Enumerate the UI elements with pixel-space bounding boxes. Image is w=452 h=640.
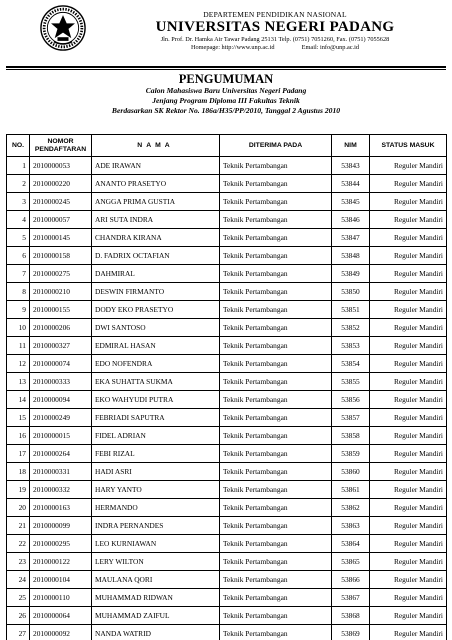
row-number: 10 (7, 319, 30, 337)
registration-number: 2010000333 (30, 373, 92, 391)
registration-number: 2010000249 (30, 409, 92, 427)
table-row (7, 571, 447, 589)
registration-number: 2010000158 (30, 247, 92, 265)
student-nim: 53862 (332, 499, 370, 517)
admission-status: Reguler Mandiri (370, 607, 447, 625)
row-number: 25 (7, 589, 30, 607)
registration-number: 2010000155 (30, 301, 92, 319)
student-nim: 53846 (332, 211, 370, 229)
row-number: 16 (7, 427, 30, 445)
student-name: INDRA PERNANDES (92, 517, 220, 535)
student-nim: 53869 (332, 625, 370, 640)
admission-status: Reguler Mandiri (370, 409, 447, 427)
student-nim: 53867 (332, 589, 370, 607)
row-number: 20 (7, 499, 30, 517)
table-row (7, 553, 447, 571)
row-number: 23 (7, 553, 30, 571)
admission-status: Reguler Mandiri (370, 589, 447, 607)
registration-number: 2010000295 (30, 535, 92, 553)
student-name: HADI ASRI (92, 463, 220, 481)
admission-status: Reguler Mandiri (370, 571, 447, 589)
row-number: 11 (7, 337, 30, 355)
letterhead (0, 0, 452, 72)
admission-status: Reguler Mandiri (370, 301, 447, 319)
address-line: Jln. Prof. Dr. Hamka Air Tawar Padang 25131 Telp. (0751) 7051260, Fax. (0751) 7055628 (160, 36, 390, 43)
registration-number: 2010000094 (30, 391, 92, 409)
admission-status: Reguler Mandiri (370, 499, 447, 517)
row-number: 14 (7, 391, 30, 409)
admission-status: Reguler Mandiri (370, 247, 447, 265)
header-rule-thick (6, 66, 446, 68)
student-nim: 53854 (332, 355, 370, 373)
admission-status: Reguler Mandiri (370, 445, 447, 463)
student-nim: 53866 (332, 571, 370, 589)
row-number: 2 (7, 175, 30, 193)
student-nim: 53857 (332, 409, 370, 427)
registration-number: 2010000327 (30, 337, 92, 355)
student-name: D. FADRIX OCTAFIAN (92, 247, 220, 265)
student-name: FEBI RIZAL (92, 445, 220, 463)
student-name: LEO KURNIAWAN (92, 535, 220, 553)
registration-number: 2010000210 (30, 283, 92, 301)
announcement-line-3: Berdasarkan SK Rektor No. 186a/H35/PP/2010, Tanggal 2 Agustus 2010 (111, 106, 341, 115)
student-nim: 53859 (332, 445, 370, 463)
table-row (7, 517, 447, 535)
department-name: DEPARTEMEN PENDIDIKAN NASIONAL (203, 10, 347, 19)
accepted-program: Teknik Pertambangan (220, 211, 332, 229)
student-nim: 53850 (332, 283, 370, 301)
student-nim: 53852 (332, 319, 370, 337)
accepted-program: Teknik Pertambangan (220, 229, 332, 247)
row-number: 12 (7, 355, 30, 373)
student-name: EDO NOFENDRA (92, 355, 220, 373)
accepted-program: Teknik Pertambangan (220, 463, 332, 481)
accepted-program: Teknik Pertambangan (220, 247, 332, 265)
student-nim: 53865 (332, 553, 370, 571)
student-name: MUHAMMAD ZAIFUL (92, 607, 220, 625)
row-number: 6 (7, 247, 30, 265)
student-nim: 53845 (332, 193, 370, 211)
student-name: ANGGA PRIMA GUSTIA (92, 193, 220, 211)
registration-number: 2010000064 (30, 607, 92, 625)
row-number: 21 (7, 517, 30, 535)
table-row (7, 391, 447, 409)
accepted-program: Teknik Pertambangan (220, 625, 332, 640)
admission-status: Reguler Mandiri (370, 517, 447, 535)
student-name: HERMANDO (92, 499, 220, 517)
student-name: DESWIN FIRMANTO (92, 283, 220, 301)
row-number: 1 (7, 157, 30, 175)
table-row (7, 427, 447, 445)
admission-status: Reguler Mandiri (370, 355, 447, 373)
header-no: NO. (7, 135, 30, 157)
table-row (7, 247, 447, 265)
student-nim: 53844 (332, 175, 370, 193)
admission-status: Reguler Mandiri (370, 337, 447, 355)
table-header-row (7, 135, 447, 157)
student-nim: 53860 (332, 463, 370, 481)
student-name: HARY YANTO (92, 481, 220, 499)
admission-status: Reguler Mandiri (370, 283, 447, 301)
table-row (7, 463, 447, 481)
student-nim: 53856 (332, 391, 370, 409)
registration-number: 2010000053 (30, 157, 92, 175)
registration-number: 2010000074 (30, 355, 92, 373)
registration-number: 2010000092 (30, 625, 92, 640)
admission-status: Reguler Mandiri (370, 211, 447, 229)
accepted-program: Teknik Pertambangan (220, 301, 332, 319)
accepted-program: Teknik Pertambangan (220, 499, 332, 517)
accepted-program: Teknik Pertambangan (220, 193, 332, 211)
registration-number: 2010000275 (30, 265, 92, 283)
header-nama: NAMA (92, 135, 220, 157)
admission-status: Reguler Mandiri (370, 553, 447, 571)
accepted-program: Teknik Pertambangan (220, 355, 332, 373)
registration-number: 2010000264 (30, 445, 92, 463)
header-diterima-pada: DITERIMA PADA (220, 135, 332, 157)
registration-number: 2010000220 (30, 175, 92, 193)
student-nim: 53851 (332, 301, 370, 319)
table-row (7, 499, 447, 517)
admission-status: Reguler Mandiri (370, 229, 447, 247)
accepted-program: Teknik Pertambangan (220, 589, 332, 607)
row-number: 4 (7, 211, 30, 229)
admission-status: Reguler Mandiri (370, 535, 447, 553)
row-number: 15 (7, 409, 30, 427)
student-name: CHANDRA KIRANA (92, 229, 220, 247)
admission-status: Reguler Mandiri (370, 391, 447, 409)
row-number: 3 (7, 193, 30, 211)
table-row (7, 607, 447, 625)
student-name: DAHMIRAL (92, 265, 220, 283)
table-row (7, 535, 447, 553)
announcement-line-2: Jenjang Program Diploma III Fakultas Teknik (152, 96, 300, 105)
registration-number: 2010000122 (30, 553, 92, 571)
accepted-program: Teknik Pertambangan (220, 607, 332, 625)
student-name: FEBRIADI SAPUTRA (92, 409, 220, 427)
student-name: NANDA WATRID (92, 625, 220, 640)
registration-number: 2010000015 (30, 427, 92, 445)
table-row (7, 409, 447, 427)
admission-status: Reguler Mandiri (370, 427, 447, 445)
admission-table (6, 134, 447, 640)
table-row (7, 355, 447, 373)
announcement-heading (0, 70, 452, 116)
student-name: EKA SUHATTA SUKMA (92, 373, 220, 391)
admission-status: Reguler Mandiri (370, 157, 447, 175)
registration-number: 2010000206 (30, 319, 92, 337)
accepted-program: Teknik Pertambangan (220, 553, 332, 571)
student-nim: 53861 (332, 481, 370, 499)
student-nim: 53855 (332, 373, 370, 391)
student-nim: 53853 (332, 337, 370, 355)
student-nim: 53848 (332, 247, 370, 265)
announcement-title: PENGUMUMAN (178, 72, 274, 86)
accepted-program: Teknik Pertambangan (220, 517, 332, 535)
row-number: 9 (7, 301, 30, 319)
letterhead-text (110, 10, 440, 52)
announcement-line-1: Calon Mahasiswa Baru Universitas Negeri Padang (145, 86, 307, 95)
header-status-masuk: STATUS MASUK (370, 135, 447, 157)
registration-number: 2010000110 (30, 589, 92, 607)
university-name: UNIVERSITAS NEGERI PADANG (155, 19, 395, 35)
admission-status: Reguler Mandiri (370, 265, 447, 283)
row-number: 8 (7, 283, 30, 301)
student-name: MUHAMMAD RIDWAN (92, 589, 220, 607)
homepage-link[interactable]: Homepage: http://www.unp.ac.id (190, 44, 275, 51)
registration-number: 2010000057 (30, 211, 92, 229)
table-row (7, 445, 447, 463)
table-row (7, 337, 447, 355)
registration-number: 2010000145 (30, 229, 92, 247)
student-nim: 53847 (332, 229, 370, 247)
admission-status: Reguler Mandiri (370, 481, 447, 499)
accepted-program: Teknik Pertambangan (220, 481, 332, 499)
row-number: 26 (7, 607, 30, 625)
registration-number: 2010000245 (30, 193, 92, 211)
accepted-program: Teknik Pertambangan (220, 283, 332, 301)
header-nim: NIM (332, 135, 370, 157)
student-nim: 53863 (332, 517, 370, 535)
student-nim: 53864 (332, 535, 370, 553)
row-number: 5 (7, 229, 30, 247)
accepted-program: Teknik Pertambangan (220, 373, 332, 391)
accepted-program: Teknik Pertambangan (220, 265, 332, 283)
admission-status: Reguler Mandiri (370, 625, 447, 640)
student-name: EKO WAHYUDI PUTRA (92, 391, 220, 409)
student-name: DODY EKO PRASETYO (92, 301, 220, 319)
email-link[interactable]: Email: info@unp.ac.id (301, 44, 360, 51)
student-name: ADE IRAWAN (92, 157, 220, 175)
student-name: FIDEL ADRIAN (92, 427, 220, 445)
student-name: DWI SANTOSO (92, 319, 220, 337)
table-body (7, 157, 447, 640)
accepted-program: Teknik Pertambangan (220, 175, 332, 193)
registration-number: 2010000163 (30, 499, 92, 517)
table-row (7, 481, 447, 499)
table-row (7, 193, 447, 211)
row-number: 22 (7, 535, 30, 553)
row-number: 7 (7, 265, 30, 283)
accepted-program: Teknik Pertambangan (220, 445, 332, 463)
table-row (7, 175, 447, 193)
accepted-program: Teknik Pertambangan (220, 409, 332, 427)
contact-line (110, 44, 440, 52)
student-nim: 53849 (332, 265, 370, 283)
student-nim: 53858 (332, 427, 370, 445)
row-number: 17 (7, 445, 30, 463)
accepted-program: Teknik Pertambangan (220, 157, 332, 175)
student-name: ANANTO PRASETYO (92, 175, 220, 193)
student-name: MAULANA QORI (92, 571, 220, 589)
table-row (7, 319, 447, 337)
registration-number: 2010000099 (30, 517, 92, 535)
table-row (7, 211, 447, 229)
accepted-program: Teknik Pertambangan (220, 535, 332, 553)
admission-status: Reguler Mandiri (370, 319, 447, 337)
header-nomor-pendaftaran (30, 135, 92, 157)
row-number: 19 (7, 481, 30, 499)
accepted-program: Teknik Pertambangan (220, 319, 332, 337)
unp-seal-logo-icon (40, 5, 86, 51)
table-row (7, 157, 447, 175)
student-name: ARI SUTA INDRA (92, 211, 220, 229)
admission-status: Reguler Mandiri (370, 373, 447, 391)
table-row (7, 625, 447, 640)
admission-status: Reguler Mandiri (370, 463, 447, 481)
admission-status: Reguler Mandiri (370, 175, 447, 193)
student-nim: 53868 (332, 607, 370, 625)
accepted-program: Teknik Pertambangan (220, 571, 332, 589)
row-number: 13 (7, 373, 30, 391)
table-row (7, 373, 447, 391)
accepted-program: Teknik Pertambangan (220, 391, 332, 409)
registration-number: 2010000331 (30, 463, 92, 481)
admission-status: Reguler Mandiri (370, 193, 447, 211)
header-nomor-line-1: NOMOR (47, 137, 74, 145)
registration-number: 2010000104 (30, 571, 92, 589)
table-row (7, 229, 447, 247)
table-row (7, 283, 447, 301)
table-row (7, 589, 447, 607)
row-number: 18 (7, 463, 30, 481)
accepted-program: Teknik Pertambangan (220, 427, 332, 445)
registration-number: 2010000332 (30, 481, 92, 499)
accepted-program: Teknik Pertambangan (220, 337, 332, 355)
header-nomor-line-2: PENDAFTARAN (34, 145, 87, 153)
row-number: 24 (7, 571, 30, 589)
table-row (7, 265, 447, 283)
student-nim: 53843 (332, 157, 370, 175)
row-number: 27 (7, 625, 30, 640)
student-name: LERY WILTON (92, 553, 220, 571)
student-name: EDMIRAL HASAN (92, 337, 220, 355)
table-row (7, 301, 447, 319)
